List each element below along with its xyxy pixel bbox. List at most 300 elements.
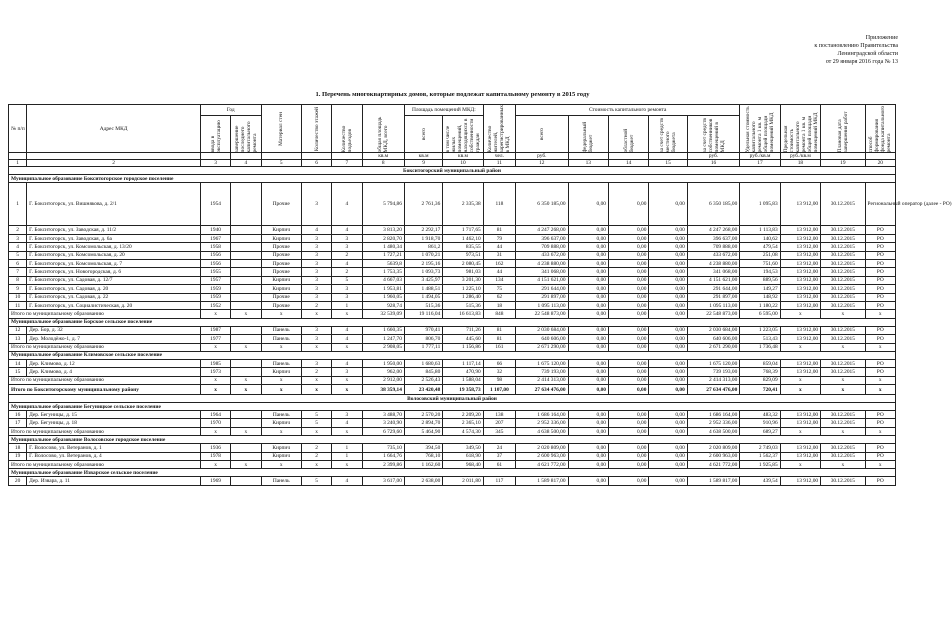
table-cell: РО — [865, 301, 895, 309]
total-cell: 22 548 873,00 — [516, 310, 569, 318]
table-cell: 396 637,00 — [687, 234, 740, 242]
table-cell: 3 617,00 — [362, 477, 404, 485]
table-cell: 5 — [301, 419, 331, 427]
table-cell: 1 480,34 — [362, 243, 404, 251]
table-cell: 0,00 — [649, 268, 687, 276]
approval-stamp — [738, 34, 898, 66]
total-cell: 5 464,90 — [404, 427, 442, 435]
total-cell: x — [821, 461, 865, 469]
table-cell: 1 950,00 — [362, 359, 404, 367]
total-cell: x — [780, 376, 820, 384]
table-cell: 2 195,16 — [404, 260, 442, 268]
table-cell: 910,96 — [740, 419, 780, 427]
table-cell: 30.12.2015 — [821, 359, 865, 367]
table-cell: 341 068,00 — [516, 268, 569, 276]
document-title: 1. Перечень многоквартирных домов, которые подлежат капитальному ремонту в 2015 году — [315, 91, 590, 98]
table-cell: 0,00 — [649, 234, 687, 242]
table-cell: 2 820,70 — [362, 234, 404, 242]
table-cell: 1 589 817,00 — [687, 477, 740, 485]
total-cell: 2 671 290,00 — [516, 343, 569, 351]
total-cell: 2 671 290,00 — [687, 343, 740, 351]
table-cell: 1 113,83 — [740, 226, 780, 234]
total-cell: 1 925,85 — [740, 461, 780, 469]
subtotal-row — [9, 376, 896, 384]
table-cell: 1 095 113,00 — [687, 301, 740, 309]
municipality-row — [9, 403, 896, 411]
table-cell: 513,43 — [740, 335, 780, 343]
address-cell: Дер. Бор, д. 32 — [27, 326, 201, 334]
total-cell: 0,00 — [608, 461, 648, 469]
table-cell: 291 897,00 — [516, 293, 569, 301]
table-cell: 640 606,00 — [516, 335, 569, 343]
table-cell: 1 093,73 — [404, 268, 442, 276]
table-cell: 13 912,00 — [780, 335, 820, 343]
table-cell: 1940 — [200, 226, 230, 234]
table-cell: 0,00 — [568, 234, 608, 242]
total-label: Итого по Бокситогорскому муниципальному району — [9, 385, 201, 395]
table-cell: 889,56 — [740, 276, 780, 284]
table-cell: 17 — [9, 419, 27, 427]
total-cell: 0,00 — [608, 427, 648, 435]
table-cell: 5639,8 — [362, 260, 404, 268]
table-cell — [231, 477, 261, 485]
header-total-area: общая площадь МКД, всего — [362, 105, 404, 153]
column-number: 18 — [780, 160, 820, 167]
table-cell: 3 — [332, 368, 362, 376]
total-label: Итого по муниципальному образованию — [9, 376, 201, 384]
table-cell: 0,00 — [568, 293, 608, 301]
table-cell: 3 488,70 — [362, 411, 404, 419]
total-cell: x — [200, 427, 230, 435]
table-cell: 1 286,40 — [443, 293, 483, 301]
table-cell: 2 — [301, 368, 331, 376]
table-cell: 0,00 — [608, 444, 648, 452]
table-cell: 13 912,00 — [780, 452, 820, 460]
table-cell: 4 151 621,00 — [516, 276, 569, 284]
table-cell: 30.12.2015 — [821, 477, 865, 485]
column-number: 9 — [404, 160, 442, 167]
column-number: 14 — [608, 160, 648, 167]
header-cost-total: всего — [516, 116, 569, 153]
total-cell: 32 539,09 — [362, 310, 404, 318]
table-cell: 13 912,00 — [780, 260, 820, 268]
table-cell: 3 201,30 — [443, 276, 483, 284]
table-cell: 140,62 — [740, 234, 780, 242]
table-cell — [231, 276, 261, 284]
table-cell: 0,00 — [568, 359, 608, 367]
total-cell: x — [332, 376, 362, 384]
table-cell: РО — [865, 452, 895, 460]
table-cell: 30.12.2015 — [821, 452, 865, 460]
table-cell: 3 — [332, 411, 362, 419]
table-cell — [231, 335, 261, 343]
table-cell: 515,36 — [443, 301, 483, 309]
table-cell: 4 247 268,00 — [687, 226, 740, 234]
table-cell: 0,00 — [608, 251, 648, 259]
table-cell: 18 — [483, 301, 515, 309]
header-entrances: Количество подъездов — [332, 105, 362, 153]
total-cell: 0,00 — [608, 310, 648, 318]
table-cell: 44 — [483, 243, 515, 251]
table-cell: 4 — [332, 226, 362, 234]
table-cell: 4 238 880,00 — [516, 260, 569, 268]
table-row — [9, 411, 896, 419]
total-cell: 689,27 — [740, 427, 780, 435]
address-cell: Г. Бокситогорск, ул. Социалистическая, д. 20 — [27, 301, 201, 309]
table-cell: 0,00 — [649, 243, 687, 251]
table-cell: 148,92 — [740, 293, 780, 301]
total-cell: 968,40 — [443, 461, 483, 469]
table-cell: 291 644,00 — [687, 285, 740, 293]
table-cell: Прочие — [261, 183, 301, 226]
table-cell: 0,00 — [649, 183, 687, 226]
table-cell — [231, 293, 261, 301]
total-cell: x — [261, 376, 301, 384]
table-cell: 1985 — [200, 359, 230, 367]
header-year-last-repair: завершение последнего капитального ремонта — [231, 116, 261, 153]
column-number: 5 — [261, 160, 301, 167]
column-number: 2 — [27, 160, 201, 167]
table-cell: 13 912,00 — [780, 293, 820, 301]
table-cell: 30.12.2015 — [821, 335, 865, 343]
total-cell: 4 638 500,00 — [516, 427, 569, 435]
column-number: 7 — [332, 160, 362, 167]
table-cell: РО — [865, 335, 895, 343]
address-cell: Г. Бокситогорск, ул. Комсомольская, д. 7 — [27, 260, 201, 268]
table-cell: 1969 — [200, 477, 230, 485]
table-body — [9, 167, 952, 485]
table-cell: 0,00 — [568, 268, 608, 276]
table-cell: 1 180,22 — [740, 301, 780, 309]
total-cell: 38 359,14 — [362, 385, 404, 395]
table-cell — [231, 452, 261, 460]
table-cell: 13 912,00 — [780, 419, 820, 427]
table-cell: 0,00 — [608, 452, 648, 460]
table-row — [9, 326, 896, 334]
table-cell: 8 — [9, 276, 27, 284]
total-cell: 1 736,48 — [740, 343, 780, 351]
table-cell: Панель — [261, 326, 301, 334]
total-cell: 0,00 — [649, 385, 687, 395]
region-row — [9, 167, 896, 175]
approval-line: Ленинградской области — [837, 51, 898, 57]
column-number: 4 — [231, 160, 261, 167]
table-cell: 1 488,51 — [404, 285, 442, 293]
total-cell: 23 420,48 — [404, 385, 442, 395]
table-row — [9, 285, 896, 293]
approval-line: Приложение — [865, 35, 898, 41]
table-cell: 1 717,65 — [443, 226, 483, 234]
table-cell: 640 606,00 — [687, 335, 740, 343]
table-cell: 0,00 — [608, 477, 648, 485]
header-wall-material: Материал стен — [261, 105, 301, 153]
table-cell: 2 365,10 — [443, 419, 483, 427]
total-cell: 0,00 — [608, 385, 648, 395]
table-cell: 3 — [9, 234, 27, 242]
table-cell: 4 667,03 — [362, 276, 404, 284]
table-cell: 0,00 — [649, 419, 687, 427]
table-cell: 30.12.2015 — [821, 293, 865, 301]
total-cell: x — [261, 461, 301, 469]
table-cell: 1 680,63 — [404, 359, 442, 367]
table-cell: 2 030 684,00 — [687, 326, 740, 334]
total-cell: x — [865, 427, 895, 435]
table-cell: 0,00 — [649, 335, 687, 343]
table-cell: 3 240,90 — [362, 419, 404, 427]
table-cell: 3 — [301, 260, 331, 268]
table-cell: 5 794,86 — [362, 183, 404, 226]
table-cell: 19 — [9, 452, 27, 460]
total-cell: 6 595,00 — [740, 310, 780, 318]
total-cell: 2 908,05 — [362, 343, 404, 351]
table-cell: 13 912,00 — [780, 226, 820, 234]
address-cell: Г. Бокситогорск, ул. Заводская, д. 6а — [27, 234, 201, 242]
table-cell: 6 — [9, 260, 27, 268]
table-cell: 3 — [301, 268, 331, 276]
total-cell: x — [821, 376, 865, 384]
table-cell — [231, 183, 261, 226]
municipality-row — [9, 175, 896, 183]
table-cell: 30.12.2015 — [821, 243, 865, 251]
header-address: Адрес МКД — [27, 105, 201, 153]
table-cell: 394,50 — [404, 444, 442, 452]
table-cell: 3 — [301, 234, 331, 242]
table-cell: 7 — [9, 268, 27, 276]
table-cell: 3 — [332, 285, 362, 293]
table-cell: 4 151 621,00 — [687, 276, 740, 284]
subtotal-row — [9, 343, 896, 351]
total-cell: 161 — [483, 343, 515, 351]
total-cell: 0,00 — [649, 310, 687, 318]
table-cell — [231, 419, 261, 427]
column-number: 11 — [483, 160, 515, 167]
table-cell: 16 — [9, 411, 27, 419]
table-cell: Прочие — [261, 301, 301, 309]
total-cell: x — [821, 310, 865, 318]
total-cell: x — [261, 427, 301, 435]
table-cell: 0,00 — [608, 326, 648, 334]
table-row — [9, 243, 896, 251]
table-cell: 2 — [332, 251, 362, 259]
table-cell: 0,00 — [568, 419, 608, 427]
unit-cell: руб./кв.м — [740, 153, 780, 160]
table-cell: 0,00 — [568, 260, 608, 268]
address-cell: Г. Бокситогорск, ул. Садовая, д. 12/7 — [27, 276, 201, 284]
table-cell: 1 675 120,00 — [516, 359, 569, 367]
total-cell: 61 — [483, 461, 515, 469]
table-cell: Кирпич — [261, 276, 301, 284]
table-cell: 30.12.2015 — [821, 326, 865, 334]
total-cell: 0,00 — [568, 343, 608, 351]
table-cell: 0,00 — [608, 234, 648, 242]
table-cell: 13 912,00 — [780, 268, 820, 276]
total-cell: x — [865, 461, 895, 469]
table-cell: 2 952 336,00 — [516, 419, 569, 427]
table-cell: 709 888,00 — [687, 243, 740, 251]
table-cell: РО — [865, 234, 895, 242]
table-cell: 0,00 — [649, 285, 687, 293]
address-cell: Г. Волосово, ул. Ветеранов, д. 1 — [27, 444, 201, 452]
total-cell: x — [332, 427, 362, 435]
unit-cell: руб. — [687, 153, 740, 160]
table-cell — [231, 411, 261, 419]
table-cell: 433 672,00 — [687, 251, 740, 259]
table-cell: 3 813,20 — [362, 226, 404, 234]
total-cell: x — [821, 385, 865, 395]
table-cell: 79 — [483, 234, 515, 242]
table-cell: 4 — [332, 335, 362, 343]
table-cell: 0,00 — [649, 477, 687, 485]
region-title: Бокситогорский муниципальный район — [9, 167, 896, 175]
table-cell: 81 — [483, 226, 515, 234]
table-cell: 1958 — [200, 243, 230, 251]
table-cell: 5 — [301, 411, 331, 419]
table-cell: 2 — [301, 452, 331, 460]
table-cell: 2 761,36 — [404, 183, 442, 226]
table-cell: 2 894,70 — [404, 419, 442, 427]
table-cell: 1 — [332, 444, 362, 452]
total-cell: x — [200, 310, 230, 318]
header-max-cost: Предельная стоимость капитального ремонта 1 кв. м общей площади помещений МКД — [780, 105, 820, 153]
table-cell: 5 — [332, 276, 362, 284]
table-cell: 30.12.2015 — [821, 268, 865, 276]
table-cell: 439,54 — [740, 477, 780, 485]
table-cell: РО — [865, 419, 895, 427]
table-cell: 30.12.2015 — [821, 260, 865, 268]
address-cell: Дер. Климово, д. 4 — [27, 368, 201, 376]
table-cell: 0,00 — [568, 452, 608, 460]
table-cell: 13 912,00 — [780, 477, 820, 485]
total-cell: 6 729,60 — [362, 427, 404, 435]
table-cell: 2 292,17 — [404, 226, 442, 234]
table-cell: 6 350 185,00 — [687, 183, 740, 226]
table-cell: 3 — [301, 359, 331, 367]
unit-cell: руб. — [516, 153, 569, 160]
table-cell: 4 238 880,00 — [687, 260, 740, 268]
header-premises-all: всего — [404, 116, 442, 153]
address-cell: Дер. Климово, д. 12 — [27, 359, 201, 367]
table-cell: 30.12.2015 — [821, 444, 865, 452]
total-cell: 98 — [483, 376, 515, 384]
table-cell: 62 — [483, 293, 515, 301]
table-cell: 12 — [9, 326, 27, 334]
table-row — [9, 359, 896, 367]
table-cell — [231, 368, 261, 376]
table-cell: 3 — [332, 234, 362, 242]
table-cell: Кирпич — [261, 226, 301, 234]
table-cell: 0,00 — [608, 260, 648, 268]
table-cell: 291 644,00 — [516, 285, 569, 293]
address-cell: Г. Бокситогорск, ул. Садовая, д. 20 — [27, 285, 201, 293]
table-cell: РО — [865, 368, 895, 376]
table-cell: 32 — [483, 368, 515, 376]
total-cell: x — [200, 343, 230, 351]
table-cell: 0,00 — [649, 260, 687, 268]
table-cell: РО — [865, 326, 895, 334]
table-cell — [231, 226, 261, 234]
table-cell: 1 462,10 — [443, 234, 483, 242]
total-cell: 0,00 — [568, 427, 608, 435]
address-cell: Г. Бокситогорск, ул. Заводская, д. 11/2 — [27, 226, 201, 234]
municipality-title: Муниципальное образование Волосовское городское поселение — [9, 436, 896, 444]
total-cell: x — [301, 310, 331, 318]
table-cell: 4 — [301, 226, 331, 234]
column-number: 1 — [9, 160, 27, 167]
table-cell: 6 350 185,00 — [516, 183, 569, 226]
total-cell: 848 — [483, 310, 515, 318]
table-cell: 30.12.2015 — [821, 285, 865, 293]
municipality-title: Муниципальное образование Изварское сельское поселение — [9, 469, 896, 477]
table-cell: 1956 — [200, 260, 230, 268]
table-row — [9, 268, 896, 276]
table-cell: 2 335,38 — [443, 183, 483, 226]
address-cell: Г. Бокситогорск, ул. Комсомольская, д. 20 — [27, 251, 201, 259]
table-cell: 1 070,21 — [404, 251, 442, 259]
table-cell: 1 660,35 — [362, 326, 404, 334]
unit-cell: кв.м — [404, 153, 442, 160]
municipality-row — [9, 469, 896, 477]
column-number: 15 — [649, 160, 687, 167]
table-cell: 4 — [9, 243, 27, 251]
total-cell: 19 116,04 — [404, 310, 442, 318]
total-cell: 0,00 — [568, 376, 608, 384]
table-cell: РО — [865, 251, 895, 259]
table-cell: Кирпич — [261, 444, 301, 452]
table-cell: 4 — [332, 359, 362, 367]
table-cell: 2 — [301, 444, 331, 452]
table-cell: 1 960,05 — [362, 293, 404, 301]
table-cell: 1957 — [200, 276, 230, 284]
header-cost-federal: федеральный бюджет — [568, 116, 608, 153]
table-cell: 1952 — [200, 301, 230, 309]
table-cell: 15 — [9, 368, 27, 376]
table-cell: 768,10 — [404, 452, 442, 460]
table-cell: Панель — [261, 477, 301, 485]
table-row — [9, 368, 896, 376]
table-cell: 13 912,00 — [780, 234, 820, 242]
municipality-title: Муниципальное образование Климовское сельское поселение — [9, 351, 896, 359]
table-cell: 1959 — [200, 293, 230, 301]
table-cell: 0,00 — [608, 368, 648, 376]
table-cell: 1967 — [200, 234, 230, 242]
header-residents: Количество жителей, зарегистрированных в МКД — [483, 105, 515, 153]
total-cell: x — [301, 427, 331, 435]
region-title: Волосовский муниципальный район — [9, 395, 896, 403]
table-cell: 13 — [9, 335, 27, 343]
table-cell — [231, 285, 261, 293]
table-cell: 3 — [301, 293, 331, 301]
table-cell: 2 020 809,00 — [516, 444, 569, 452]
table-cell: 1 — [332, 452, 362, 460]
table-cell: Кирпич — [261, 452, 301, 460]
table-cell: 1956 — [200, 251, 230, 259]
table-cell: 20 — [9, 477, 27, 485]
table-cell: 14 — [9, 359, 27, 367]
table-cell: 0,00 — [649, 226, 687, 234]
table-row — [9, 452, 896, 460]
total-cell: x — [231, 427, 261, 435]
table-cell: РО — [865, 268, 895, 276]
table-row — [9, 226, 896, 234]
total-cell: x — [200, 461, 230, 469]
table-cell: 0,00 — [568, 368, 608, 376]
table-cell: 2 570,20 — [404, 411, 442, 419]
total-cell: x — [865, 385, 895, 395]
table-cell: 618,90 — [443, 452, 483, 460]
total-cell: x — [231, 376, 261, 384]
table-cell: 0,00 — [608, 293, 648, 301]
table-cell: Панель — [261, 359, 301, 367]
